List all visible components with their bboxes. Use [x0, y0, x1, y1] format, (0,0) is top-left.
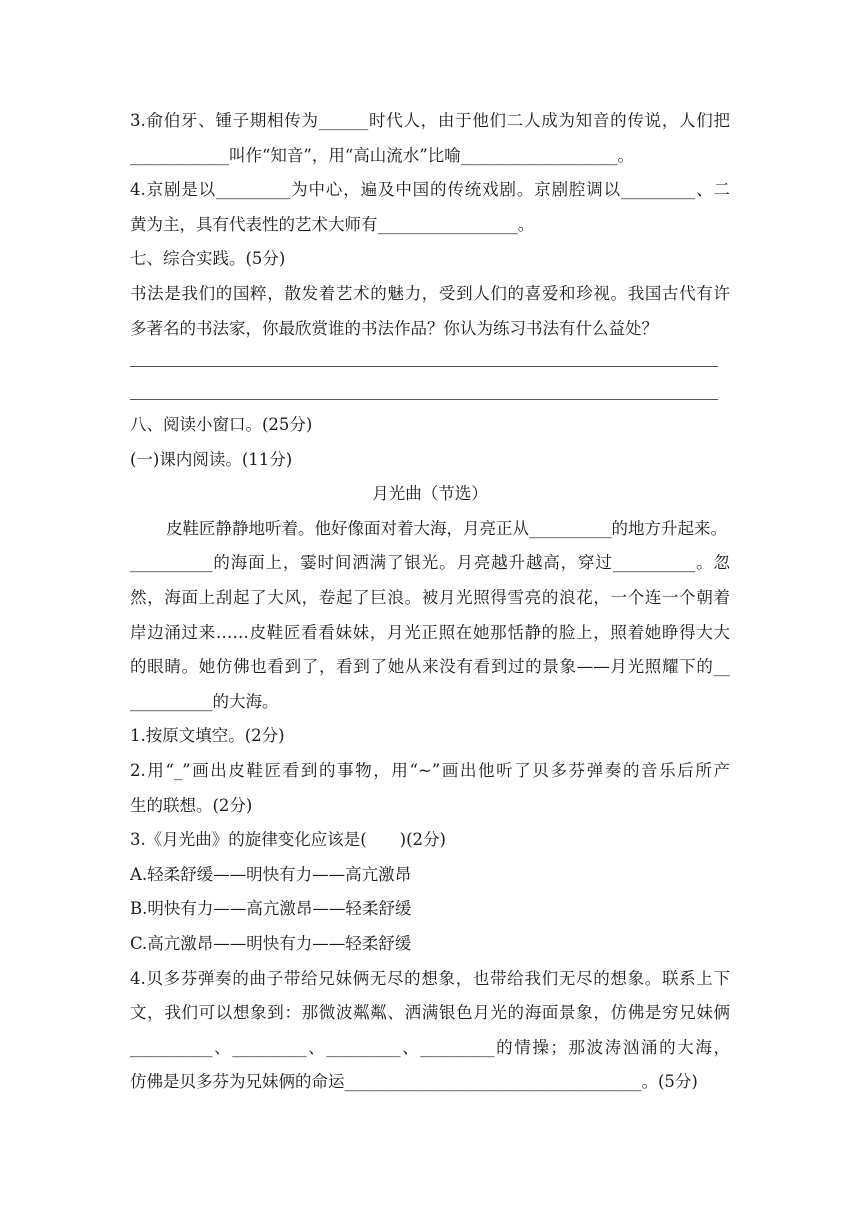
question-8-3: 3.《月光曲》的旋律变化应该是( )(2分) [130, 830, 446, 850]
question-6-3-line-1: 3.俞伯牙、锺子期相传为______时代人，由于他们二人成为知音的传说，人们把 [130, 111, 730, 130]
question-6-4-line-1: 4.京剧是以_________为中心，遍及中国的传统戏剧。京剧腔调以_________、二 [130, 180, 730, 200]
question-6-4-line-2: 黄为主，具有代表性的艺术大师有_________________。 [130, 214, 535, 234]
section-7-heading: 七、综合实践。(5分) [130, 249, 286, 269]
subsection-1-heading: (一)课内阅读。(11分) [130, 449, 293, 469]
question-8-4-line-2: 文，我们可以想象到：那微波粼粼、洒满银色月光的海面景象，仿佛是穷兄妹俩 [130, 1003, 730, 1023]
section-8-heading: 八、阅读小窗口。(25分) [130, 415, 313, 434]
passage-title: 月光曲（节选） [372, 484, 488, 504]
answer-line-2[interactable] [130, 399, 718, 400]
question-6-3-line-2: ____________叫作“知音”，用“高山流水”比喻___________________。 [130, 145, 634, 165]
passage-line-6: __________的大海。 [130, 691, 279, 711]
section-7-prompt-line-2: 多著名的书法家，你最欣赏谁的书法作品？你认为练习书法有什么益处？ [130, 318, 658, 338]
question-8-4-line-1: 4.贝多芬弹奏的曲子带给兄妹俩无尽的想象，也带给我们无尽的想象。联系上下 [130, 968, 730, 988]
option-a: A.轻柔舒缓——明快有力——高亢激昂 [130, 864, 412, 884]
reading-section [130, 408, 730, 1100]
answer-line-1[interactable] [130, 366, 718, 367]
passage-line-2: __________的海面上，霎时间洒满了银光。月亮越升越高，穿过__________。忽 [130, 553, 730, 573]
question-8-2-line-1: 2.用“_”画出皮鞋匠看到的事物，用“~”画出他听了贝多芬弹奏的音乐后所产 [130, 760, 730, 780]
option-c: C.高亢激昂——明快有力——轻柔舒缓 [130, 933, 412, 953]
passage-line-3: 然，海面上刮起了大风，卷起了巨浪。被月光照得雪亮的浪花，一个连一个朝着 [130, 587, 730, 607]
passage-line-1: 皮鞋匠静静地听着。他好像面对着大海，月亮正从__________的地方升起来。 [166, 518, 727, 538]
document-page [130, 104, 730, 346]
question-8-1: 1.按原文填空。(2分) [130, 726, 285, 746]
question-8-4-line-3: __________、_________、_________、_________的情操；那波涛汹涌的大海， [130, 1037, 730, 1057]
question-8-2-line-2: 生的联想。(2分) [130, 795, 253, 815]
passage-line-4: 岸边涌过来……皮鞋匠看看妹妹，月光正照在她那恬静的脸上，照着她睁得大大 [130, 622, 730, 642]
question-8-4-line-4: 仿佛是贝多芬为兄妹俩的命运____________________________________。(5分) [130, 1072, 698, 1092]
option-b: B.明快有力——高亢激昂——轻柔舒缓 [130, 899, 412, 919]
section-7-prompt-line-1: 书法是我们的国粹，散发着艺术的魅力，受到人们的喜爱和珍视。我国古代有许 [130, 283, 730, 303]
passage-line-5: 的眼睛。她仿佛也看到了，看到了她从来没有看到过的景象——月光照耀下的__ [130, 657, 730, 677]
